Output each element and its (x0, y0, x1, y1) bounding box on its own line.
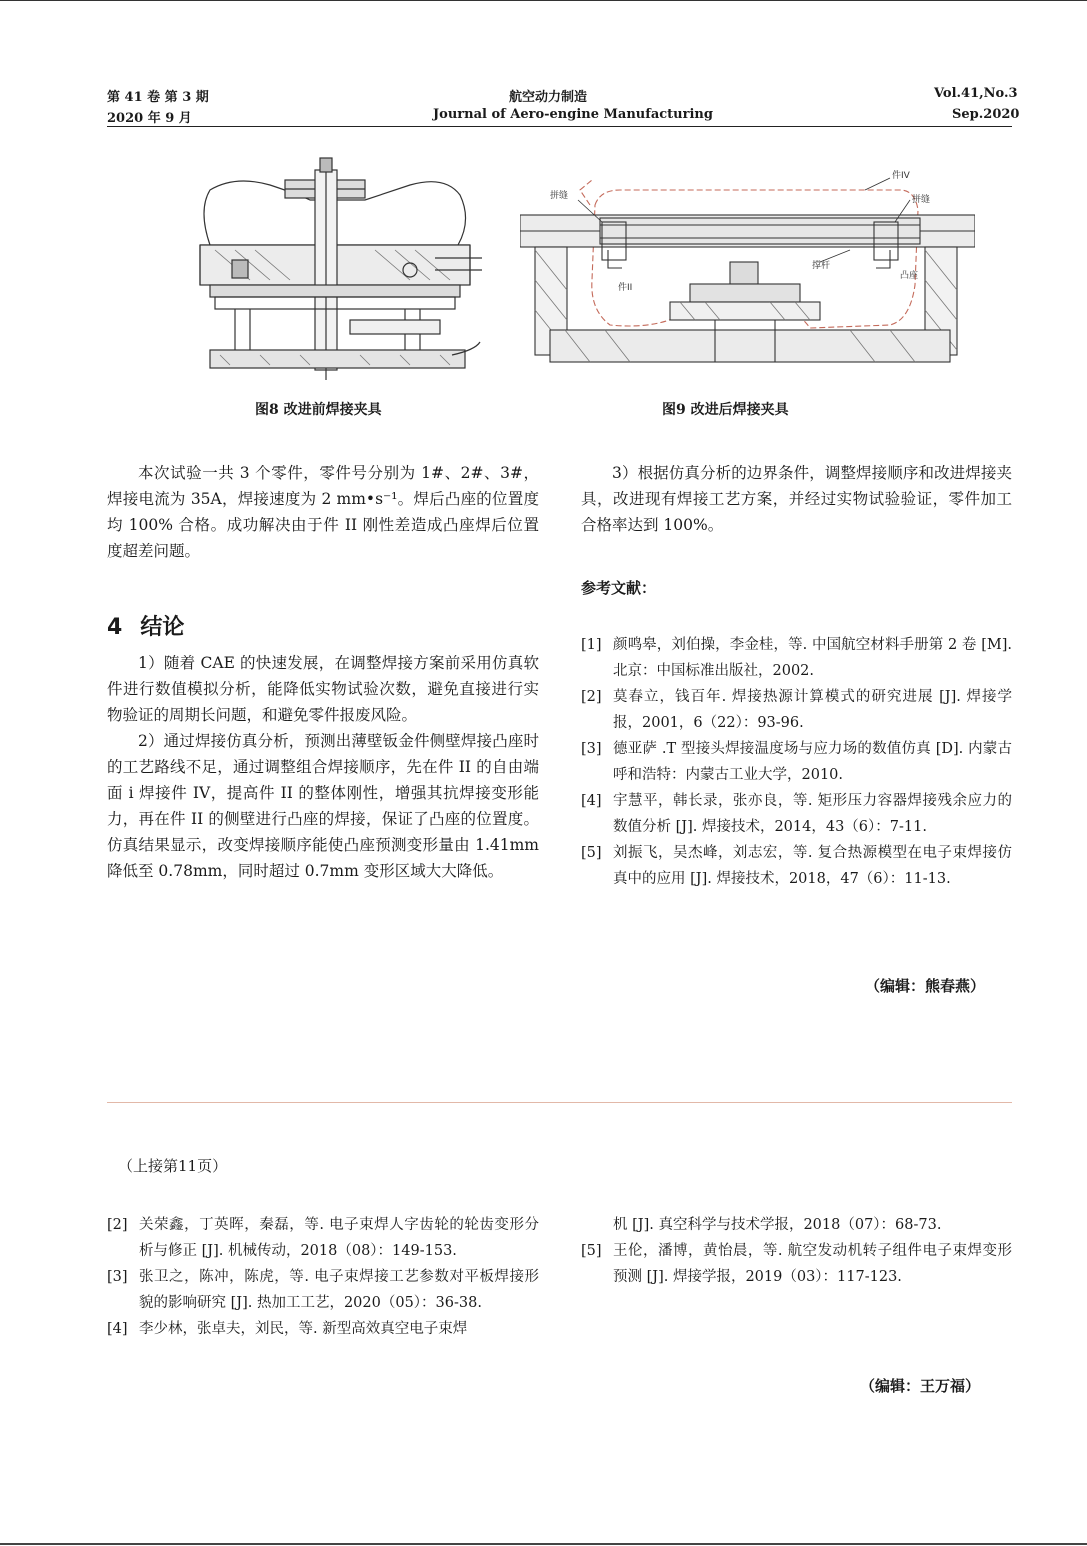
reference-tag: [2] (107, 1217, 128, 1233)
editor-note-continued: （编辑：王万福） (860, 1377, 981, 1395)
reference-tag: [2] (581, 689, 602, 705)
reference-item (581, 1212, 1012, 1238)
reference-tag: [4] (581, 793, 602, 809)
reference-item (581, 840, 1012, 892)
header-volume-en: Vol.41,No.3 (934, 86, 1018, 101)
conclusion-paragraph-1: 1）随着 CAE 的快速发展，在调整焊接方案前采用仿真软件进行数值模拟分析，能降低实物试验次数，避免直接进行实物验证的周期长问题，和避免零件报废风险。 (107, 654, 539, 724)
figure-9-label-boss: 凸座 (900, 271, 919, 281)
editor-note: （编辑：熊春燕） (865, 977, 986, 995)
right-paragraph-1 (581, 460, 1012, 538)
left-paragraph-1 (107, 460, 539, 564)
figure-9-caption: 图9 改进后焊接夹具 (662, 402, 789, 418)
section-heading (107, 610, 184, 641)
figure-9-label-part4: 件IV (892, 171, 910, 181)
reference-item (581, 1238, 1012, 1290)
conclusion-paragraph-3: 3）根据仿真分析的边界条件，调整焊接顺序和改进焊接夹具，改进现有焊接工艺方案，并经过实物试验验证，零件加工合格率达到 100%。 (581, 464, 1012, 534)
figure-9-label-strut: 撑杆 (812, 261, 831, 271)
figure-9-label-part2: 件II (618, 283, 633, 293)
section-divider (107, 1102, 1012, 1103)
figure-9-label-seam-left: 拼缝 (550, 191, 569, 201)
continued-reference-list-left (107, 1212, 539, 1342)
conclusion-paragraph-2: 2）通过焊接仿真分析，预测出薄壁钣金件侧壁焊接凸座时的工艺路线不足，通过调整组合焊接顺序，先在件 II 的自由端面 i 焊接件 IV，提高件 II 的整体刚性，增强其抗焊接变形能力，再在件 II 的侧壁进行凸座的焊接，保证了凸座的位置度。仿真结果显示，改变焊接顺序能使凸座预测变形量由 1.41mm 降低至 0.78mm，同时超过 0.7mm 变形区域大大降低。 (107, 732, 539, 880)
page-top-border (0, 0, 1087, 1)
reference-text: 王伦，潘博，黄怡晨，等. 航空发动机转子组件电子束焊变形预测 [J]. 焊接学报，2019（03）：117-123. (613, 1243, 1012, 1285)
reference-item (581, 788, 1012, 840)
reference-item (107, 1316, 539, 1342)
left-paragraph-1-text: 本次试验一共 3 个零件，零件号分别为 1#、2#、3#，焊接电流为 35A，焊接速度为 2 mm•s⁻¹。焊后凸座的位置度均 100% 合格。成功解决由于件 II 刚性差造成凸座焊后位置度超差问题。 (107, 464, 539, 560)
figure-8-drawing (190, 150, 490, 380)
header-journal-cn: 航空动力制造 (509, 90, 588, 105)
header-journal-en: Journal of Aero-engine Manufacturing (433, 107, 713, 122)
header-date-en: Sep.2020 (952, 107, 1020, 122)
figure-8-caption: 图8 改进前焊接夹具 (255, 402, 382, 418)
reference-text: 刘振飞，吴杰峰，刘志宏，等. 复合热源模型在电子束焊接仿真中的应用 [J]. 焊接技术，2018，47（6）：11-13. (613, 845, 1012, 887)
continued-label: （上接第11页） (118, 1157, 228, 1175)
figure-9-drawing (520, 150, 975, 375)
reference-tag: [5] (581, 1243, 602, 1259)
reference-list (581, 632, 1012, 892)
section-title: 结论 (140, 615, 185, 640)
references-heading: 参考文献： (581, 579, 657, 597)
reference-tag: [3] (107, 1269, 128, 1285)
reference-item (581, 684, 1012, 736)
reference-tag: [5] (581, 845, 602, 861)
reference-text: 机 [J]. 真空科学与技术学报，2018（07）：68-73. (613, 1217, 942, 1233)
page-bottom-border (0, 1543, 1087, 1545)
reference-item (581, 736, 1012, 788)
reference-text: 李少林，张卓夫，刘民，等. 新型高效真空电子束焊 (139, 1321, 468, 1337)
section-number: 4 (107, 615, 123, 640)
reference-tag: [1] (581, 637, 602, 653)
conclusion-block (107, 650, 539, 884)
reference-text: 德亚萨 .T 型接头焊接温度场与应力场的数值仿真 [D]. 内蒙古呼和浩特：内蒙古工业大学，2010. (613, 741, 1012, 783)
header-volume-cn: 第 41 卷 第 3 期 (107, 90, 209, 105)
reference-text: 张卫之，陈冲，陈虎，等. 电子束焊接工艺参数对平板焊接形貌的影响研究 [J]. 热加工工艺，2020（05）：36-38. (139, 1269, 539, 1311)
reference-tag: [3] (581, 741, 602, 757)
reference-text: 宇慧平，韩长录，张亦良，等. 矩形压力容器焊接残余应力的数值分析 [J]. 焊接技术，2014，43（6）：7-11. (613, 793, 1012, 835)
reference-tag: [4] (107, 1321, 128, 1337)
reference-text: 莫春立，钱百年. 焊接热源计算模式的研究进展 [J]. 焊接学报，2001，6（22）：93-96. (613, 689, 1012, 731)
figure-9-label-seam-right: 拼缝 (912, 195, 931, 205)
reference-text: 关荣鑫，丁英晖，秦磊，等. 电子束焊人字齿轮的轮齿变形分析与修正 [J]. 机械传动，2018（08）：149-153. (139, 1217, 539, 1259)
reference-item (107, 1212, 539, 1264)
header-date-cn: 2020 年 9 月 (107, 111, 192, 126)
continued-reference-list-right (581, 1212, 1012, 1290)
header-rule (107, 126, 1012, 127)
reference-item (581, 632, 1012, 684)
reference-text: 颜鸣皋，刘伯操，李金桂，等. 中国航空材料手册第 2 卷 [M]. 北京：中国标准出版社，2002. (613, 637, 1012, 679)
reference-item (107, 1264, 539, 1316)
